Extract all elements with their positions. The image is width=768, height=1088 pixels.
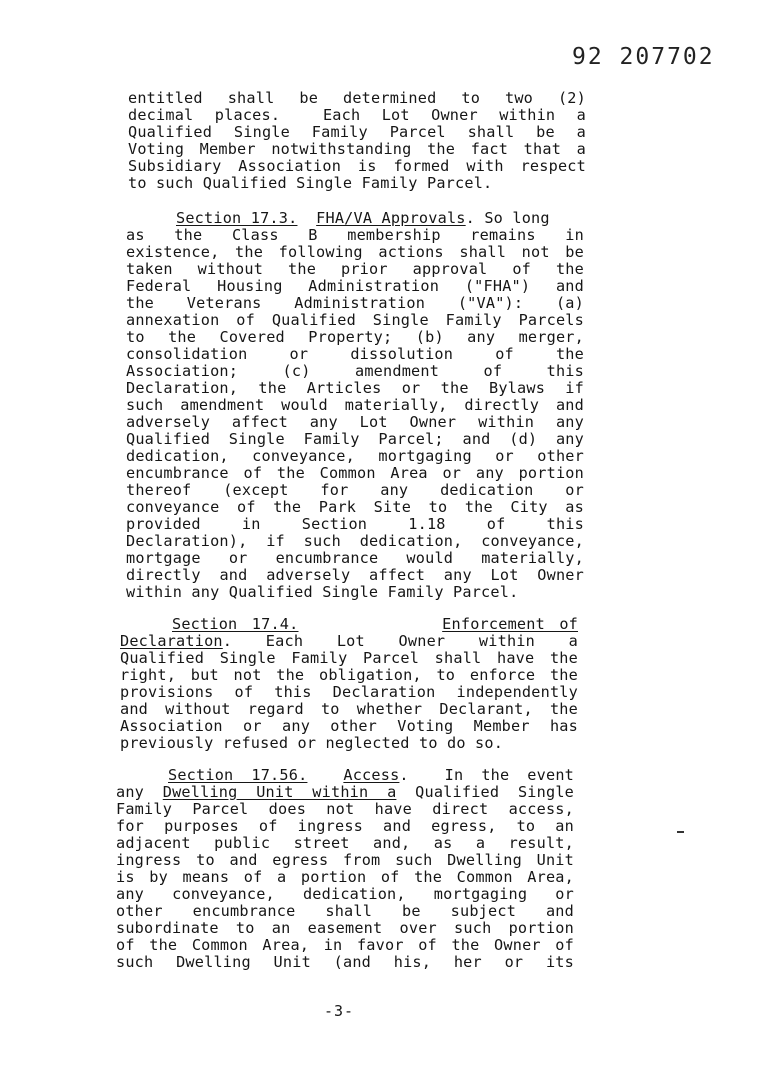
section-number: Section 17.4.: [172, 615, 299, 633]
text-line: existence, the following actions shall not be: [126, 243, 584, 261]
text-line: adjacent public street and, as a result,: [116, 834, 574, 852]
section-heading-line-2: [120, 633, 578, 650]
text-line: to the Covered Property; (b) any merger,: [126, 328, 584, 346]
section-line-2: [116, 784, 574, 801]
text-line: Declaration, the Articles or the Bylaws if: [126, 379, 584, 397]
margin-mark: [677, 831, 684, 833]
text-line: adversely affect any Lot Owner within any: [126, 413, 584, 431]
section-title: Enforcement of: [442, 615, 579, 633]
text-line: subordinate to an easement over such portion: [116, 919, 574, 937]
section-title: FHA/VA Approvals: [316, 209, 466, 227]
text-line: to such Qualified Single Family Parcel.: [128, 174, 493, 192]
text-line: Family Parcel does not have direct access,: [116, 800, 574, 818]
text-line: decimal places. Each Lot Owner within a: [128, 106, 586, 124]
heading-tail: . So long: [465, 209, 550, 227]
text-line: Voting Member notwithstanding the fact that a: [128, 140, 586, 158]
section-17-56: [116, 767, 574, 971]
text-line: annexation of Qualified Single Family Parcels: [126, 311, 584, 329]
text-line: Qualified Single Family Parcel shall have the: [120, 649, 578, 667]
underlined-phrase: Dwelling Unit within a: [162, 783, 397, 801]
text-line: of the Common Area, in favor of the Owner of: [116, 936, 574, 954]
section-number: Section 17.56.: [168, 766, 308, 784]
text-line: provisions of this Declaration independently: [120, 683, 578, 701]
section-17-3: [126, 210, 584, 601]
text-line: previously refused or neglected to do so.: [120, 734, 504, 752]
text-line: Qualified Single Family Parcel; and (d) any: [126, 430, 584, 448]
section-title-continued: Declaration: [120, 632, 223, 650]
text-line: encumbrance of the Common Area or any portion: [126, 464, 584, 482]
text-line: for purposes of ingress and egress, to an: [116, 817, 574, 835]
section-number: Section 17.3.: [176, 209, 298, 227]
text-line: Federal Housing Administration ("FHA") and: [126, 277, 584, 295]
text-line: such amendment would materially, directly and: [126, 396, 584, 414]
text-line: Subsidiary Association is formed with respect: [128, 157, 586, 175]
section-heading-line: [116, 767, 574, 784]
text-line: such Dwelling Unit (and his, her or its: [116, 953, 574, 971]
text-line: Declaration), if such dedication, conveyance,: [126, 532, 584, 550]
page-number: -3-: [324, 1002, 355, 1020]
text-line: provided in Section 1.18 of this: [126, 515, 584, 533]
heading-tail: . Each Lot Owner within a: [222, 632, 578, 650]
text-line: Association; (c) amendment of this: [126, 362, 584, 380]
text-line: right, but not the obligation, to enforce the: [120, 666, 578, 684]
text-line: entitled shall be determined to two (2): [128, 89, 586, 107]
text-line: and without regard to whether Declarant, the: [120, 700, 578, 718]
text-line: dedication, conveyance, mortgaging or other: [126, 447, 584, 465]
text-line: within any Qualified Single Family Parcel.: [126, 583, 519, 601]
text-line: consolidation or dissolution of the: [126, 345, 584, 363]
text-line: is by means of a portion of the Common Area,: [116, 868, 574, 886]
text-line: other encumbrance shall be subject and: [116, 902, 574, 920]
text-line: directly and adversely affect any Lot Owner: [126, 566, 584, 584]
line-head: any: [116, 783, 163, 801]
text-line: thereof (except for any dedication or: [126, 481, 584, 499]
section-heading-line: [120, 616, 578, 633]
text-line: mortgage or encumbrance would materially,: [126, 549, 584, 567]
line-tail: Qualified Single: [396, 783, 575, 801]
section-17-4: [120, 616, 578, 752]
text-line: as the Class B membership remains in: [126, 226, 584, 244]
paragraph-voting-member: [128, 90, 586, 192]
section-title: Access: [343, 766, 400, 784]
text-line: Qualified Single Family Parcel shall be a: [128, 123, 586, 141]
text-line: Association or any other Voting Member has: [120, 717, 578, 735]
text-line: the Veterans Administration ("VA"): (a): [126, 294, 584, 312]
heading-tail: . In the event: [399, 766, 575, 784]
recording-number: 92 207702: [572, 44, 715, 70]
text-line: ingress to and egress from such Dwelling Unit: [116, 851, 574, 869]
text-line: conveyance of the Park Site to the City as: [126, 498, 584, 516]
text-line: taken without the prior approval of the: [126, 260, 584, 278]
section-heading-line: [126, 210, 584, 227]
text-line: any conveyance, dedication, mortgaging or: [116, 885, 574, 903]
